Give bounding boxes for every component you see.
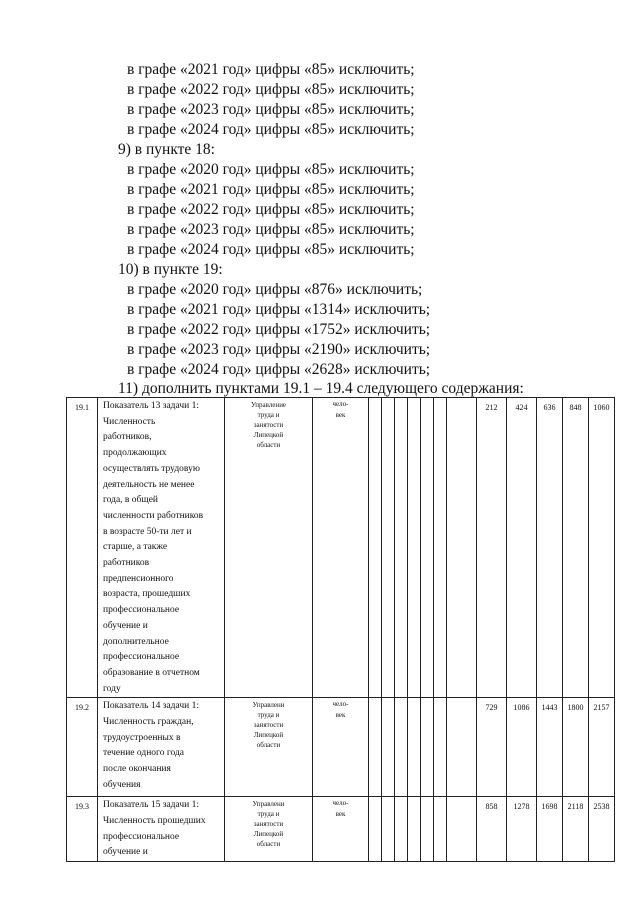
empty-cell xyxy=(421,797,434,862)
organization-line: области xyxy=(256,741,281,750)
organization-line: области xyxy=(256,840,281,849)
indicator-cell xyxy=(98,398,225,698)
indicator-line: обучение и xyxy=(103,847,148,858)
value-cell: 848 xyxy=(563,398,589,698)
indicator-line: осуществлять трудовую xyxy=(103,463,200,474)
text-line: в графе «2023 год» цифры «85» исключить; xyxy=(127,101,415,118)
text-line: в графе «2020 год» цифры «876» исключить; xyxy=(127,281,423,298)
indicator-line: профессиональное xyxy=(103,605,180,616)
indicator-line: численности работников xyxy=(103,510,204,521)
organization-line: Липецкой xyxy=(253,431,284,439)
value-cell: 2118 xyxy=(563,797,589,862)
empty-cell xyxy=(408,398,421,698)
organization-line: занятости xyxy=(253,820,284,829)
indicator-line: Численность граждан, xyxy=(103,717,194,728)
organization-line: области xyxy=(256,441,281,449)
organization-cell xyxy=(225,698,313,797)
indicator-line: возраста, прошедших xyxy=(103,589,191,600)
value-cell: 424 xyxy=(507,398,537,698)
unit-line: чело- xyxy=(332,400,349,408)
value-cell: 858 xyxy=(477,797,507,862)
empty-cell xyxy=(447,398,477,698)
organization-line: Управление xyxy=(250,401,287,409)
organization-line: Управлени xyxy=(252,800,285,809)
empty-cell xyxy=(447,698,477,797)
text-line: в графе «2021 год» цифры «85» исключить; xyxy=(127,181,415,198)
organization-line: занятости xyxy=(253,721,284,730)
row-index-cell: 19.3 xyxy=(67,797,98,862)
empty-cell xyxy=(408,797,421,862)
unit-line: век xyxy=(335,411,346,419)
value-cell: 1060 xyxy=(589,398,615,698)
value-cell: 212 xyxy=(477,398,507,698)
unit-line: век xyxy=(335,810,346,819)
organization-line: занятости xyxy=(253,421,284,429)
indicator-line: профессиональное xyxy=(103,652,180,663)
indicator-line: работников xyxy=(103,558,150,569)
indicator-line: Показатель 15 задачи 1: xyxy=(103,800,199,811)
value-cell: 2538 xyxy=(589,797,615,862)
value-cell: 1800 xyxy=(563,698,589,797)
unit-cell xyxy=(313,398,369,698)
empty-cell xyxy=(382,797,395,862)
text-line: 11) дополнить пунктами 19.1 – 19.4 следующего содержания: xyxy=(118,380,524,397)
text-line: в графе «2022 год» цифры «85» исключить; xyxy=(127,81,415,98)
indicator-line: после окончания xyxy=(103,764,171,775)
organization-line: Липецкой xyxy=(253,731,284,740)
indicator-line: работников, xyxy=(103,432,152,443)
value-cell: 1278 xyxy=(507,797,537,862)
indicator-line: деятельность не менее xyxy=(103,479,195,490)
unit-line: чело- xyxy=(332,799,349,808)
empty-cell xyxy=(421,398,434,698)
empty-cell xyxy=(369,398,382,698)
indicator-line: Показатель 14 задачи 1: xyxy=(103,701,199,712)
organization-cell xyxy=(225,797,313,862)
empty-cell xyxy=(369,797,382,862)
indicator-cell xyxy=(98,698,225,797)
indicator-line: Показатель 13 задачи 1: xyxy=(103,401,199,411)
empty-cell xyxy=(382,398,395,698)
unit-line: век xyxy=(335,711,346,720)
empty-cell xyxy=(369,698,382,797)
table-row xyxy=(67,698,615,797)
indicator-line: трудоустроенных в xyxy=(103,732,181,743)
text-line: в графе «2024 год» цифры «2628» исключить; xyxy=(127,361,431,378)
value-cell: 636 xyxy=(537,398,563,698)
value-cell: 729 xyxy=(477,698,507,797)
table-row xyxy=(67,398,615,698)
empty-cell xyxy=(447,797,477,862)
unit-cell xyxy=(313,797,369,862)
indicator-line: старше, а также xyxy=(103,542,168,553)
text-line: в графе «2023 год» цифры «2190» исключить; xyxy=(127,341,431,358)
indicator-cell xyxy=(98,797,225,862)
indicator-line: обучения xyxy=(103,779,141,790)
indicator-line: в возрасте 50-ти лет и xyxy=(103,526,192,537)
organization-line: Управлени xyxy=(252,701,285,710)
value-cell: 1443 xyxy=(537,698,563,797)
empty-cell xyxy=(421,698,434,797)
indicator-line: образование в отчетном xyxy=(103,667,200,678)
indicator-line: году xyxy=(103,683,121,694)
value-cell: 1086 xyxy=(507,698,537,797)
text-line: в графе «2021 год» цифры «85» исключить; xyxy=(127,61,415,78)
organization-line: Липецкой xyxy=(253,830,284,839)
empty-cell xyxy=(382,698,395,797)
indicator-line: Численность xyxy=(103,416,156,427)
text-line: в графе «2021 год» цифры «1314» исключить; xyxy=(127,301,431,318)
empty-cell xyxy=(434,797,447,862)
indicator-line: дополнительное xyxy=(103,636,169,647)
indicator-line: продолжающих xyxy=(103,448,167,459)
empty-cell xyxy=(395,797,408,862)
text-line: в графе «2020 год» цифры «85» исключить; xyxy=(127,161,415,178)
text-line: в графе «2022 год» цифры «1752» исключить; xyxy=(127,321,431,338)
table-row xyxy=(67,797,615,862)
indicators-table xyxy=(66,397,615,862)
text-line: в графе «2024 год» цифры «85» исключить; xyxy=(127,241,415,258)
indicator-line: течение одного года xyxy=(103,748,185,759)
empty-cell xyxy=(395,398,408,698)
unit-cell xyxy=(313,698,369,797)
indicator-line: года, в общей xyxy=(103,495,158,506)
indicator-line: профессиональное xyxy=(103,831,180,842)
text-line: в графе «2024 год» цифры «85» исключить; xyxy=(127,121,415,138)
organization-cell xyxy=(225,398,313,698)
indicator-line: Численность прошедших xyxy=(103,816,206,827)
text-line: 9) в пункте 18: xyxy=(118,141,215,158)
row-index-cell: 19.2 xyxy=(67,698,98,797)
empty-cell xyxy=(434,398,447,698)
organization-line: труда и xyxy=(257,411,280,419)
organization-line: труда и xyxy=(257,711,280,720)
empty-cell xyxy=(434,698,447,797)
organization-line: труда и xyxy=(257,810,280,819)
text-line: в графе «2023 год» цифры «85» исключить; xyxy=(127,221,415,238)
row-index-cell: 19.1 xyxy=(67,398,98,698)
text-line: в графе «2022 год» цифры «85» исключить; xyxy=(127,201,415,218)
indicator-line: предпенсионного xyxy=(103,573,174,584)
indicator-line: обучение и xyxy=(103,620,148,631)
unit-line: чело- xyxy=(332,700,349,709)
empty-cell xyxy=(408,698,421,797)
text-line: 10) в пункте 19: xyxy=(118,261,223,278)
empty-cell xyxy=(395,698,408,797)
value-cell: 2157 xyxy=(589,698,615,797)
value-cell: 1698 xyxy=(537,797,563,862)
